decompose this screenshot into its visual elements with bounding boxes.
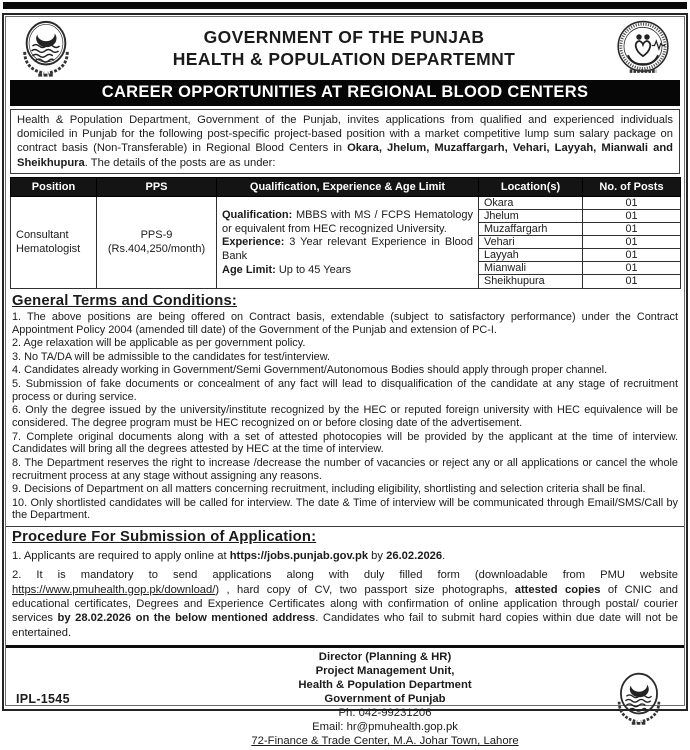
contact-block (170, 650, 600, 748)
col-header-pps: PPS (97, 177, 217, 196)
location-row (479, 275, 680, 288)
location-row (479, 262, 680, 275)
qualification-text: MBBS with MS / FCPS Hematology or equivalent from HEC recognized University. (222, 208, 473, 235)
location-row (479, 236, 680, 249)
contact-line: Project Management Unit, (315, 665, 455, 678)
term-item: 7. Complete original documents along with a set of attested photocopies will be provided by the applicant at the time of interview. Candidates will bring all the degrees attested by HEC at the time of interview. (12, 430, 678, 456)
location-name: Mianwali (479, 262, 583, 274)
contact-line: Ph. 042-99231206 (338, 707, 432, 720)
contact-line: Government of Punjab (324, 693, 446, 706)
table-row (11, 196, 681, 288)
age-limit-text: Up to 45 Years (275, 264, 352, 277)
location-name: Muzaffargarh (479, 223, 583, 235)
term-item: 9. Decisions of Department on all matters concerning recruitment, including eligibility, shortlisting and selection criteria shall be final. (12, 483, 646, 496)
posts-table (10, 177, 681, 289)
ad-inner-frame (5, 16, 685, 748)
punjab-government-crest-icon (14, 19, 78, 79)
procedure-item-2: 2. It is mandatory to send applications along with duly filled form (downloadable from PMU website https://www.pmuhealth.gop.pk/download/) , hard copy of CV, two passport size photographs, attested copies of CNIC and educational certificates, Degrees and Experience Certificates along with confirmation of online application through postal/ courier services by 28.02.2026 on the below mentioned address. Candidates who fail to submit hard copies within due date will not be entertained. (12, 569, 679, 639)
age-limit-label: Age Limit: (222, 264, 276, 277)
location-post-count: 01 (625, 235, 638, 248)
footer (6, 645, 684, 750)
locations-list (479, 197, 680, 288)
location-row (479, 210, 680, 223)
location-name: Jhelum (479, 210, 583, 222)
location-post-count: 01 (625, 261, 638, 274)
term-item: 8. The Department reserves the right to increase /decrease the number of vacancies or reject any or all applications or cancel the whole recruitment process at any stage without assigning any reasons. (12, 456, 678, 482)
department-title-line2: HEALTH & POPULATION DEPARTEMNT (172, 48, 516, 69)
intro-paragraph: Health & Population Department, Government of the Punjab, invites applications from qualified and experienced individuals domiciled in Punjab for the following post-specific project-based position with a market competitive lump sum salary package on contract basis (Non-Transferable) in Regional Blood Centers in Okara, Jhelum, Muzaffargarh, Vehari, Layyah, Mianwali and Sheikhupura. The details of the posts are as under: (10, 109, 680, 174)
banner-title: CAREER OPPORTUNITIES AT REGIONAL BLOOD CENTERS (10, 80, 680, 106)
location-post-count: 01 (625, 222, 638, 235)
qualification-label: Qualification: (222, 208, 293, 221)
location-name: Sheikhupura (479, 275, 583, 288)
ad-border-box (2, 13, 688, 748)
contact-line: Health & Population Department (298, 679, 472, 692)
cell-qualification (217, 196, 479, 288)
location-post-count: 01 (625, 196, 638, 209)
location-row (479, 249, 680, 262)
procedure-section (6, 526, 684, 645)
contact-line: 72-Finance & Trade Center, M.A. Johar Town, Lahore (251, 735, 519, 748)
location-row (479, 197, 680, 210)
term-item: 2. Age relaxation will be applicable as per government policy. (12, 337, 306, 350)
experience-line (222, 236, 473, 264)
procedure-heading: Procedure For Submission of Application: (12, 529, 317, 546)
term-item: 3. No TA/DA will be admissible to the candidates for test/interview. (12, 350, 330, 363)
term-item: 1. The above positions are being offered on Contract basis, extendable (subject to satisfactory performance) under the Contract Appointment Policy 2004 (amended till date) of the Government of the Punjab and extension of PC-I. (12, 310, 678, 336)
location-name: Okara (479, 197, 583, 209)
experience-text: 3 Year relevant Experience in Blood Bank (222, 236, 473, 263)
contact-line: Director (Planning & HR) (318, 651, 452, 664)
department-title-line1: GOVERNMENT OF THE PUNJAB (203, 26, 485, 47)
health-population-seal-icon (610, 18, 676, 80)
term-item: 6. Only the degree issued by the university/institute recognized by the HEC or reputed foreign university with HEC equivalence will be considered. The degree program must be HEC recognized on or before closing date of the advertisement. (12, 404, 678, 429)
general-terms-section (6, 291, 684, 523)
pps-salary: (Rs.404,250/month) (107, 243, 206, 256)
table-header-row (11, 177, 681, 196)
procedure-item-1: 1. Applicants are required to apply online at https://jobs.punjab.gov.pk by 26.02.2026. (12, 550, 446, 563)
term-item: 5. Submission of fake documents or concealment of any fact will lead to disqualification of the candidate at any stage of recruitment process or during service. (12, 378, 678, 403)
location-post-count: 01 (625, 209, 638, 222)
location-name: Vehari (479, 236, 583, 248)
contact-line: Email: hr@pmuhealth.gop.pk (312, 721, 458, 734)
pps-grade: PPS-9 (140, 228, 173, 241)
col-header-position: Position (11, 177, 97, 196)
term-item: 4. Candidates already working in Government/Semi Government/Autonomous Bodies should apply through proper channel. (12, 364, 608, 377)
col-header-posts: No. of Posts (583, 177, 681, 196)
location-row (479, 223, 680, 236)
cell-locations (479, 196, 681, 288)
masthead (6, 17, 684, 79)
cell-pps (97, 196, 217, 288)
masthead-titles (78, 27, 610, 71)
ipl-number: IPL-1545 (16, 692, 70, 707)
col-header-qualification: Qualification, Experience & Age Limit (217, 177, 479, 196)
location-post-count: 01 (625, 248, 638, 261)
col-header-locations: Location(s) (479, 177, 583, 196)
experience-label: Experience: (222, 236, 285, 249)
terms-heading: General Terms and Conditions: (12, 292, 238, 309)
terms-list (12, 311, 678, 522)
punjab-crest-footer-icon (604, 671, 674, 727)
term-item: 10. Only shortlisted candidates will be called for interview. The date & Time of interview will be communicated through Email/SMS/Call by the Department. (12, 496, 678, 522)
advertisement-page (0, 2, 690, 748)
cell-position: Consultant Hematologist (11, 196, 97, 288)
top-black-strip (3, 2, 687, 9)
qualification-line (222, 209, 473, 237)
age-limit-line (222, 264, 473, 278)
location-name: Layyah (479, 249, 583, 261)
location-post-count: 01 (625, 274, 638, 287)
